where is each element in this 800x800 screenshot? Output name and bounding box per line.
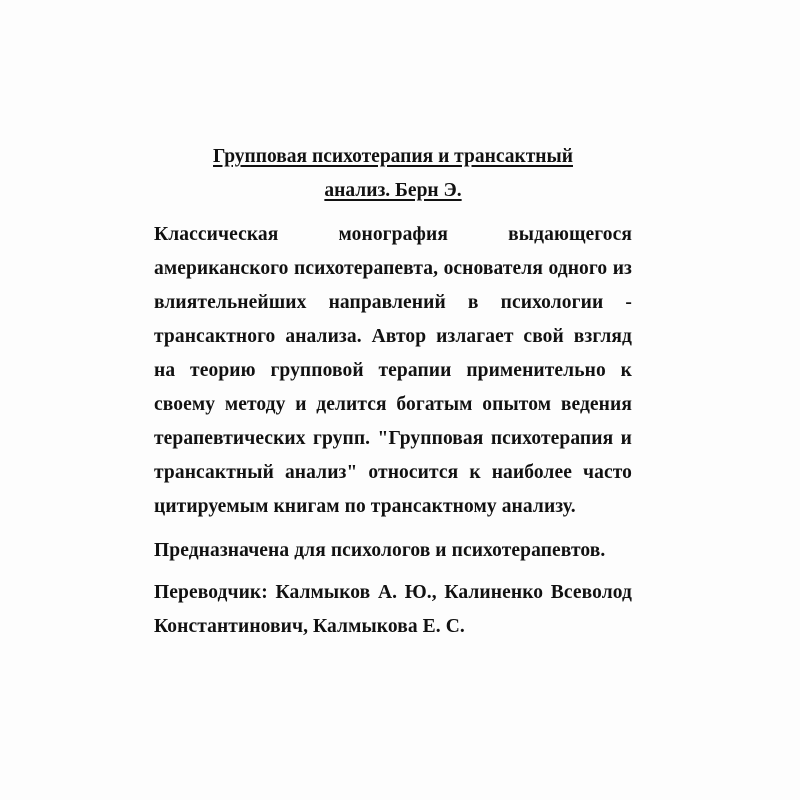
annotation-paragraph: Классическая монография выдающегося американского психотерапевта, основателя одного из влиятельнейших направлений в психологии - трансактного анализа. Автор излагает свой взгляд на теорию групповой терапии применительно к своему методу и делится богатым опытом ведения терапевтических групп. "Групповая психотерапия и трансактный анализ" относится к наиболее часто цитируемым книгам по трансактному анализу. [154,224,632,517]
book-title [154,140,632,208]
audience-paragraph: Предназначена для психологов и психотерапевтов. [154,540,606,561]
book-description [154,140,632,652]
translators-paragraph: Переводчик: Калмыков А. Ю., Калиненко Всеволод Константинович, Калмыкова Е. С. [154,582,632,637]
book-title-line-1: Групповая психотерапия и трансактный [213,146,573,167]
book-title-line-2: анализ. Берн Э. [324,180,462,201]
